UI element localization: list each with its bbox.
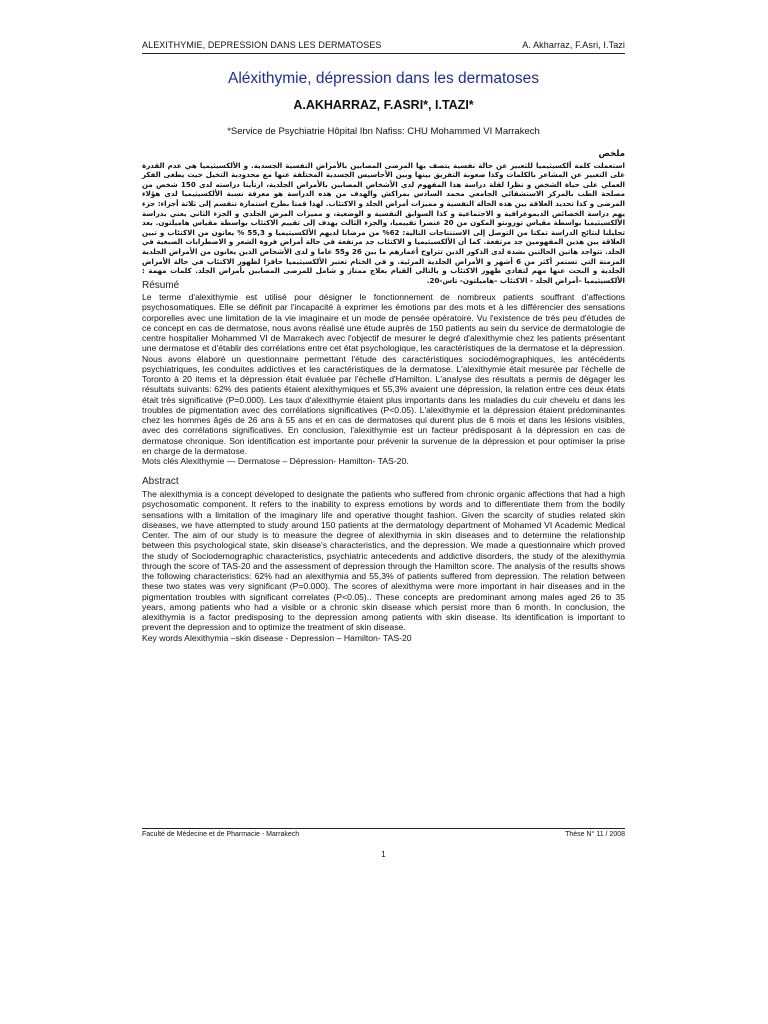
arabic-abstract [142,150,625,285]
resume-section [142,292,625,466]
page-footer [142,831,625,838]
running-header [142,40,625,50]
footer-thesis-number: Thèse N° 11 / 2008 [565,831,625,838]
resume-text: Le terme d'alexithymie est utilisé pour désigner le fonctionnement de nombreux patients souffrant d'affections psychosomatiques. Elle se définit par l'incapacité à exprimer les émotions par des mots et à les différencier des sensations corporelles avec une limitation de la vie imaginaire et un mode de pensée opératoire. Vu l'existence de très peu d'études de ce concept en cas de dermatose, nous avons réalisé une étude auprès de 150 patients au sein du service de dermatologie de centre hospitalier Mohammed VI de Marrakech avec l'objectif de mesurer le degré d'alexithymie chez les patients présentant une dermatose et d'établir des corrélations entre cet état psychologique, les caractéristiques de la dermatose et la dépression. Nous avons élaboré un questionnaire permettant l'étude des caractéristiques sociodémographiques, les antécédents psychiatriques, les conduites addictives et les caractéristiques de la dermatose. L'alexithymie était mesurée par l'échelle de Toronto à 20 items et la dépression était évaluée par l'échelle d'Hamilton. L'analyse des résultats a permis de dégager les résultats suivants: 62% des patients étaient alexithymiques et 55,3% avaient une dépression, la relation entre ces deux états était très significative (P=0.000). Les taux d'alexithymie étaient plus importants dans les maladies du cuir chevelu et dans les troubles de pigmentation avec des corrélations significatives (P<0.05). L'alexithymie et la dépression étaient prédominantes chez les hommes âgés de 26 ans à 55 ans et en cas de dermatoses qui durent plus de 6 mois et dans les lésions visibles, avec des corrélations significatives. En conclusion, l'alexithymie est un facteur prédisposant à la dépression en cas de dermatose chronique. Son identification est importante pour prévenir la survenue de la dépression et pour optimiser la prise en charge de la dermatose. [142,292,625,456]
resume-keywords: Mots clés Alexithymie — Dermatose – Dépression- Hamilton- TAS-20. [142,456,409,466]
arabic-abstract-heading: ملخص [598,149,625,159]
header-rule [142,53,625,54]
paper-title: Aléxithymie, dépression dans les dermatoses [227,70,539,87]
footer-rule [142,828,625,829]
resume-heading: Résumé [142,280,180,291]
abstract-keywords: Key words Alexithymia –skin disease - Depression – Hamilton- TAS-20 [142,632,412,643]
running-header-title: ALEXITHYMIE, DEPRESSION DANS LES DERMATOSES [142,40,382,50]
abstract-heading: Abstract [142,476,179,487]
abstract-text: The alexithymia is a concept developed to designate the patients who suffered from chronic organic affections that had a high psychosomatic component. It refers to the inability to express emotions by words and to differentiate them from the bodily sensations with a limitation of the imaginary life and operative thought fashion. Given the scarcity of studies related skin diseases, we have attempted to study around 150 patients at the dermatology department of Mohamed VI Academic Medical Center. The aim of our study is to measure the degree of alexithymia in skin diseases and to determine the relationship between this psychological state, skin disease's characteristics, and the depression. We made a questionnaire which proved the study of Sociodemographic characteristics, psychiatric antecedents and addictive disorders, the study of the alexithymia through the score of TAS-20 and the assessment of depression through the Hamilton score. The analysis of the results shows the following characteristics: 62% had an alexithymia and 55,3% of patients suffered from depression. The relation between these two states was very significant (P=0.000). The scores of alexithyma were more important in hair diseases and in the pigmentation troubles with significant correlates (P<0.05).. These concepts are predominant among males aged 26 to 35 years, among patients who had a visible or a chronic skin disease which persist more than 6 month. In conclusion, the alexithymia is a factor predisposing to the depression among patients with skin disease. Its identification is important to prevent the depression and to optimize the treatment of skin disease. [142,489,625,633]
footer-institution: Faculté de Médecine et de Pharmacie - Marrakech [142,831,300,838]
affiliation: *Service de Psychiatrie Hôpital Ibn Nafiss: CHU Mohammed VI Marrakech [227,126,540,137]
author-list: A.AKHARRAZ, F.ASRI*, I.TAZI* [293,98,474,112]
page-number: 1 [381,850,386,859]
arabic-abstract-text: استعملت كلمة ألكسيثيميا للتعبير عن حالة نفسية يتصف بها المرضى المصابين بالأمراض النفسية الجسدية. و الألكسيثيميا هي عدم القدرة على التعبير عن المشاعر بالكلمات وكذا صعوبة التفريق بينها وبين الأحاسيس الجسدية المختلفة عنها مع محدودية التخيل حيث يطغى الفكر العملي على حياة الشخص و نظرا لقلة دراسة هذا المفهوم لدى الأشخاص المصابين بالأمراض الجلدية، ارتأينا دراسته لدى 150 شخص من مصلحة الطب بالمركز الاستشفائي الجامعي محمد السادس بمراكش والهدف من هذه الدراسة هو معرفة نسبة الألكسيثيميا لدى هؤلاء المرضى و كذا تحديد العلاقة بين هذه الحالة النفسية و مميزات أمراض الجلد و الاكتئاب. لهذا قمنا بطرح استمارة تنقسم إلى ثلاثة أجزاء: جزء يهم دراسة الخصائص الديموغرافية و الاجتماعية و كذا السوابق النفسية و الوضعية، و مميزات المرض الجلدي و الجزء الثاني يعني بدراسة الألكسيثيميا بواسطة مقياس تورونتو المكون من 20 عنصرا تقييميا، والجزء الثالث يهدف إلى تقييم الاكتئاب بواسطة مقياس هاميلتون. بعد تحليلنا لنتائج الدراسة تمكنا من التوصل إلى الاستنتاجات التالية: 62% من مرضانا لديهم الألكسيثيميا و 55,3 % يعانون من الاكتئاب و تبين العلاقة بين هذين المفهومين جد مرتفعة. كما أن الألكسيثيميا و الاكتئاب جد مرتفعة في حالة أمراض فروة الشعر و الاضطرابات الصبغية في الجلد. تتواجد هاتين الحالتين بشدة لدى الذكور الذين تتراوح أعمارهم ما بين 26 و55 عاما و لدى الأشخاص الذين يعانون من الأمراض الجلدية المزمنة التي تستمر أكثر من 6 أشهر و الأمراض الجلدية المرئية. و في الختام تعتبر الألكسيثيميا حافزا لظهور الاكتئاب في حالة الأمراض الجلدية و البحث عنها مهم لتفادي ظهور الاكتئاب و بالتالي القيام بعلاج ممتاز و شامل للمرضى المصابين بأمراض الجلد. كلمات مهمة : الألكسيثيميا –أمراض الجلد - الاكتئاب –هاميلتون- تاس-20. [142,160,625,285]
abstract-section [142,489,625,643]
running-header-authors: A. Akharraz, F.Asri, I.Tazi [522,40,625,50]
